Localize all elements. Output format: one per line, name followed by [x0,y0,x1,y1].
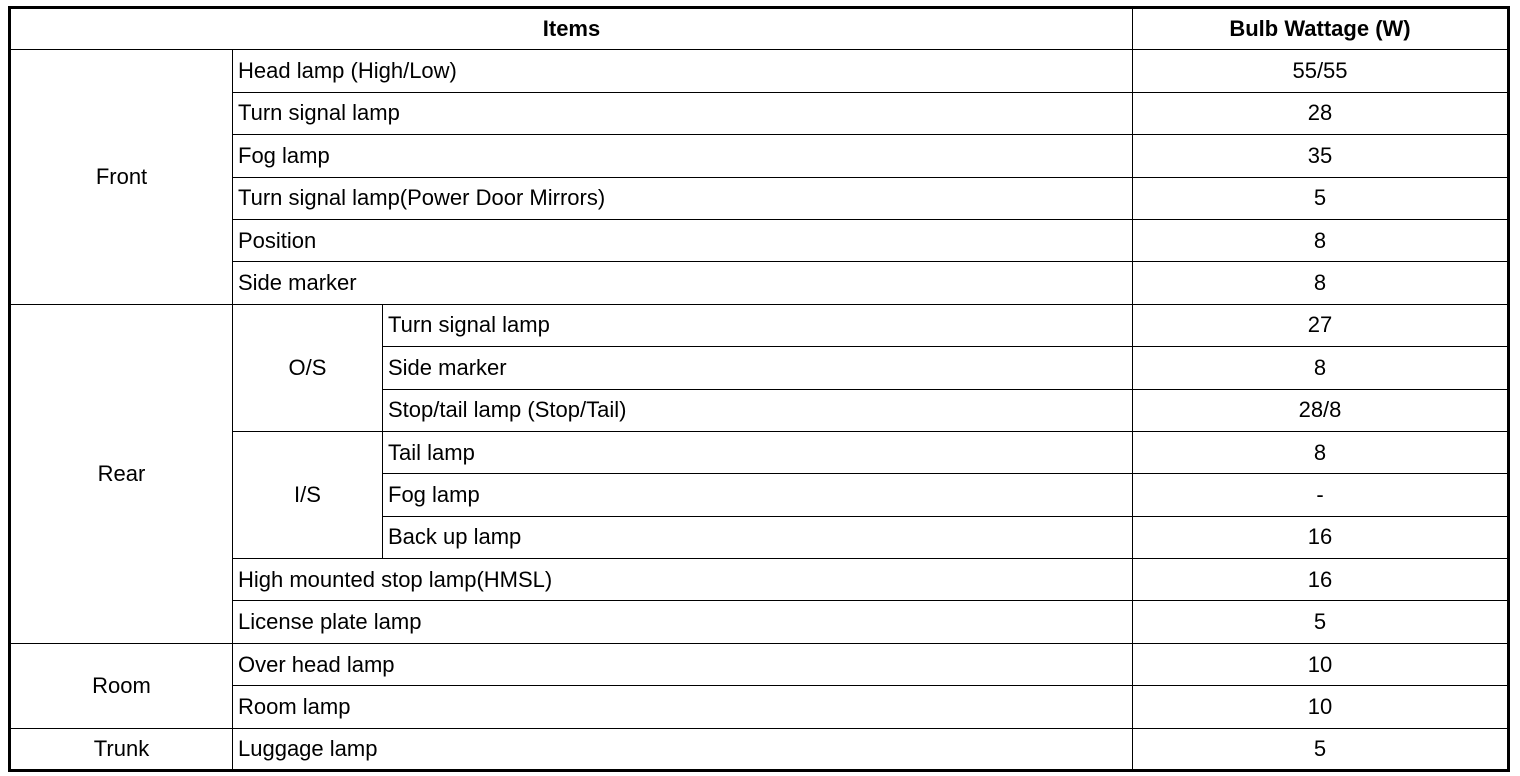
wattage-cell: 35 [1133,135,1509,177]
item-cell: Head lamp (High/Low) [233,50,1133,92]
wattage-cell: 8 [1133,347,1509,389]
item-cell: High mounted stop lamp(HMSL) [233,559,1133,601]
item-cell: Side marker [383,347,1133,389]
table-row [10,304,1509,346]
item-cell: Back up lamp [383,516,1133,558]
subcategory-is: I/S [233,431,383,558]
table-row [10,643,1509,685]
wattage-cell: 5 [1133,601,1509,643]
table-row [10,728,1509,770]
item-cell: Turn signal lamp [233,92,1133,134]
table-row [10,262,1509,304]
category-trunk: Trunk [10,728,233,770]
item-cell: Turn signal lamp(Power Door Mirrors) [233,177,1133,219]
subcategory-os: O/S [233,304,383,431]
item-cell: Side marker [233,262,1133,304]
item-cell: Fog lamp [233,135,1133,177]
table-row [10,219,1509,261]
wattage-cell: 55/55 [1133,50,1509,92]
wattage-cell: 10 [1133,643,1509,685]
wattage-cell: 8 [1133,262,1509,304]
wattage-cell: 16 [1133,559,1509,601]
wattage-cell: 10 [1133,686,1509,728]
wattage-cell: 5 [1133,728,1509,770]
wattage-cell: 27 [1133,304,1509,346]
wattage-cell: 8 [1133,431,1509,473]
item-cell: Turn signal lamp [383,304,1133,346]
wattage-cell: 5 [1133,177,1509,219]
wattage-cell: 16 [1133,516,1509,558]
table-row [10,92,1509,134]
table-row [10,135,1509,177]
category-rear: Rear [10,304,233,643]
item-cell: Over head lamp [233,643,1133,685]
item-cell: License plate lamp [233,601,1133,643]
table-row [10,50,1509,92]
items-header: Items [10,8,1133,50]
table-row [10,601,1509,643]
item-cell: Position [233,219,1133,261]
wattage-cell: - [1133,474,1509,516]
item-cell: Stop/tail lamp (Stop/Tail) [383,389,1133,431]
table-row [10,686,1509,728]
wattage-cell: 28/8 [1133,389,1509,431]
item-cell: Luggage lamp [233,728,1133,770]
wattage-cell: 8 [1133,219,1509,261]
bulb-wattage-table [8,6,1510,772]
table-row [10,559,1509,601]
item-cell: Tail lamp [383,431,1133,473]
category-room: Room [10,643,233,728]
wattage-cell: 28 [1133,92,1509,134]
table-row [10,431,1509,473]
item-cell: Room lamp [233,686,1133,728]
category-front: Front [10,50,233,304]
table-row [10,177,1509,219]
wattage-header: Bulb Wattage (W) [1133,8,1509,50]
item-cell: Fog lamp [383,474,1133,516]
header-row [10,8,1509,50]
